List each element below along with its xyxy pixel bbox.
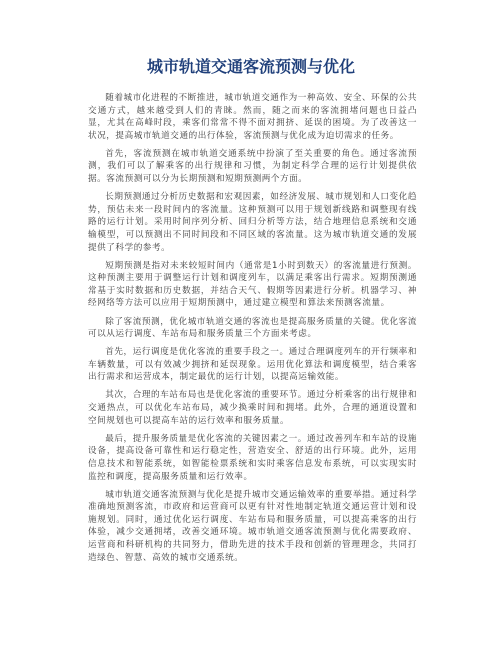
- paragraph-4: 短期预测是指对未来较短时间内（通常是1小时到数天）的客流量进行预测。这种预测主要用于调整运行计划和调度列车，以满足乘客出行需求。短期预测通常基于实时数据和历史数据，并结合天气、假期等因素进行分析。机器学习、神经网络等方法可以应用于短期预测中，通过建立模型和算法来预测客流量。: [88, 260, 417, 309]
- paragraph-5: 除了客流预测，优化城市轨道交通的客流也是提高服务质量的关键。优化客流可以从运行调度、车站布局和服务质量三个方面来考虑。: [88, 316, 417, 340]
- document-title: 城市轨道交通客流预测与优化: [146, 57, 355, 76]
- paragraph-3: 长期预测通过分析历史数据和宏观因素，如经济发展、城市规划和人口变化趋势，预估未来一段时间内的客流量。这种预测可以用于规划新线路和调整现有线路的运行计划。采用时间序列分析、回归分析等方法，结合地理信息系统和交通输模型，可以预测出不同时间段和不同区域的客流量。这为城市轨道交通的发展提供了科学的参考。: [88, 192, 417, 253]
- paragraph-2: 首先，客流预测在城市轨道交通系统中扮演了至关重要的角色。通过客流预测，我们可以了解乘客的出行规律和习惯，为制定科学合理的运行计划提供依据。客流预测可以分为长期预测和短期预测两个方面。: [88, 148, 417, 185]
- document-body: [88, 92, 417, 570]
- paragraph-1: 随着城市化进程的不断推进，城市轨道交通作为一种高效、安全、环保的公共交通方式，越来越受到人们的青睐。然而，随之而来的客流拥堵问题也日益凸显，尤其在高峰时段，乘客们常常不得不面对拥挤、延误的困境。为了改善这一状况，提高城市轨道交通的出行体验，客流预测与优化成为迫切需求的任务。: [88, 93, 417, 141]
- paragraph-9: 城市轨道交通客流预测与优化是提升城市交通运输效率的重要举措。通过科学准确地预测客流，市政府和运营商可以更有针对性地制定轨道交通运营计划和设施规划。同时，通过优化运行调度、车站布局和服务质量，可以提高乘客的出行体验，减少交通拥堵，改善交通环境。城市轨道交通客流预测与优化需要政府、运营商和科研机构的共同努力，借助先进的技术手段和创新的管理理念，共同打造绿色、智慧、高效的城市交通系统。: [88, 489, 417, 563]
- paragraph-6: 首先，运行调度是优化客流的重要手段之一。通过合理调度列车的开行频率和车辆数量，可以有效减少拥挤和延误现象。运用优化算法和调度模型，结合乘客出行需求和运营成本，制定最优的运行计划，以提高运输效能。: [88, 347, 417, 383]
- paragraph-7: 其次，合理的车站布局也是优化客流的重要环节。通过分析乘客的出行规律和交通热点，可以优化车站布局，减少换乘时间和拥堵。此外，合理的通道设置和空间规划也可以提高车站的运行效率和服务质量。: [88, 390, 417, 426]
- paragraph-8: 最后，提升服务质量是优化客流的关键因素之一。通过改善列车和车站的设施设备，提高设备可靠性和运行稳定性，营造安全、舒适的出行环境。此外，运用信息技术和智能系统，如智能检票系统和实时乘客信息发布系统，可以实现实时监控和调度，提高服务质量和运行效率。: [88, 433, 417, 482]
